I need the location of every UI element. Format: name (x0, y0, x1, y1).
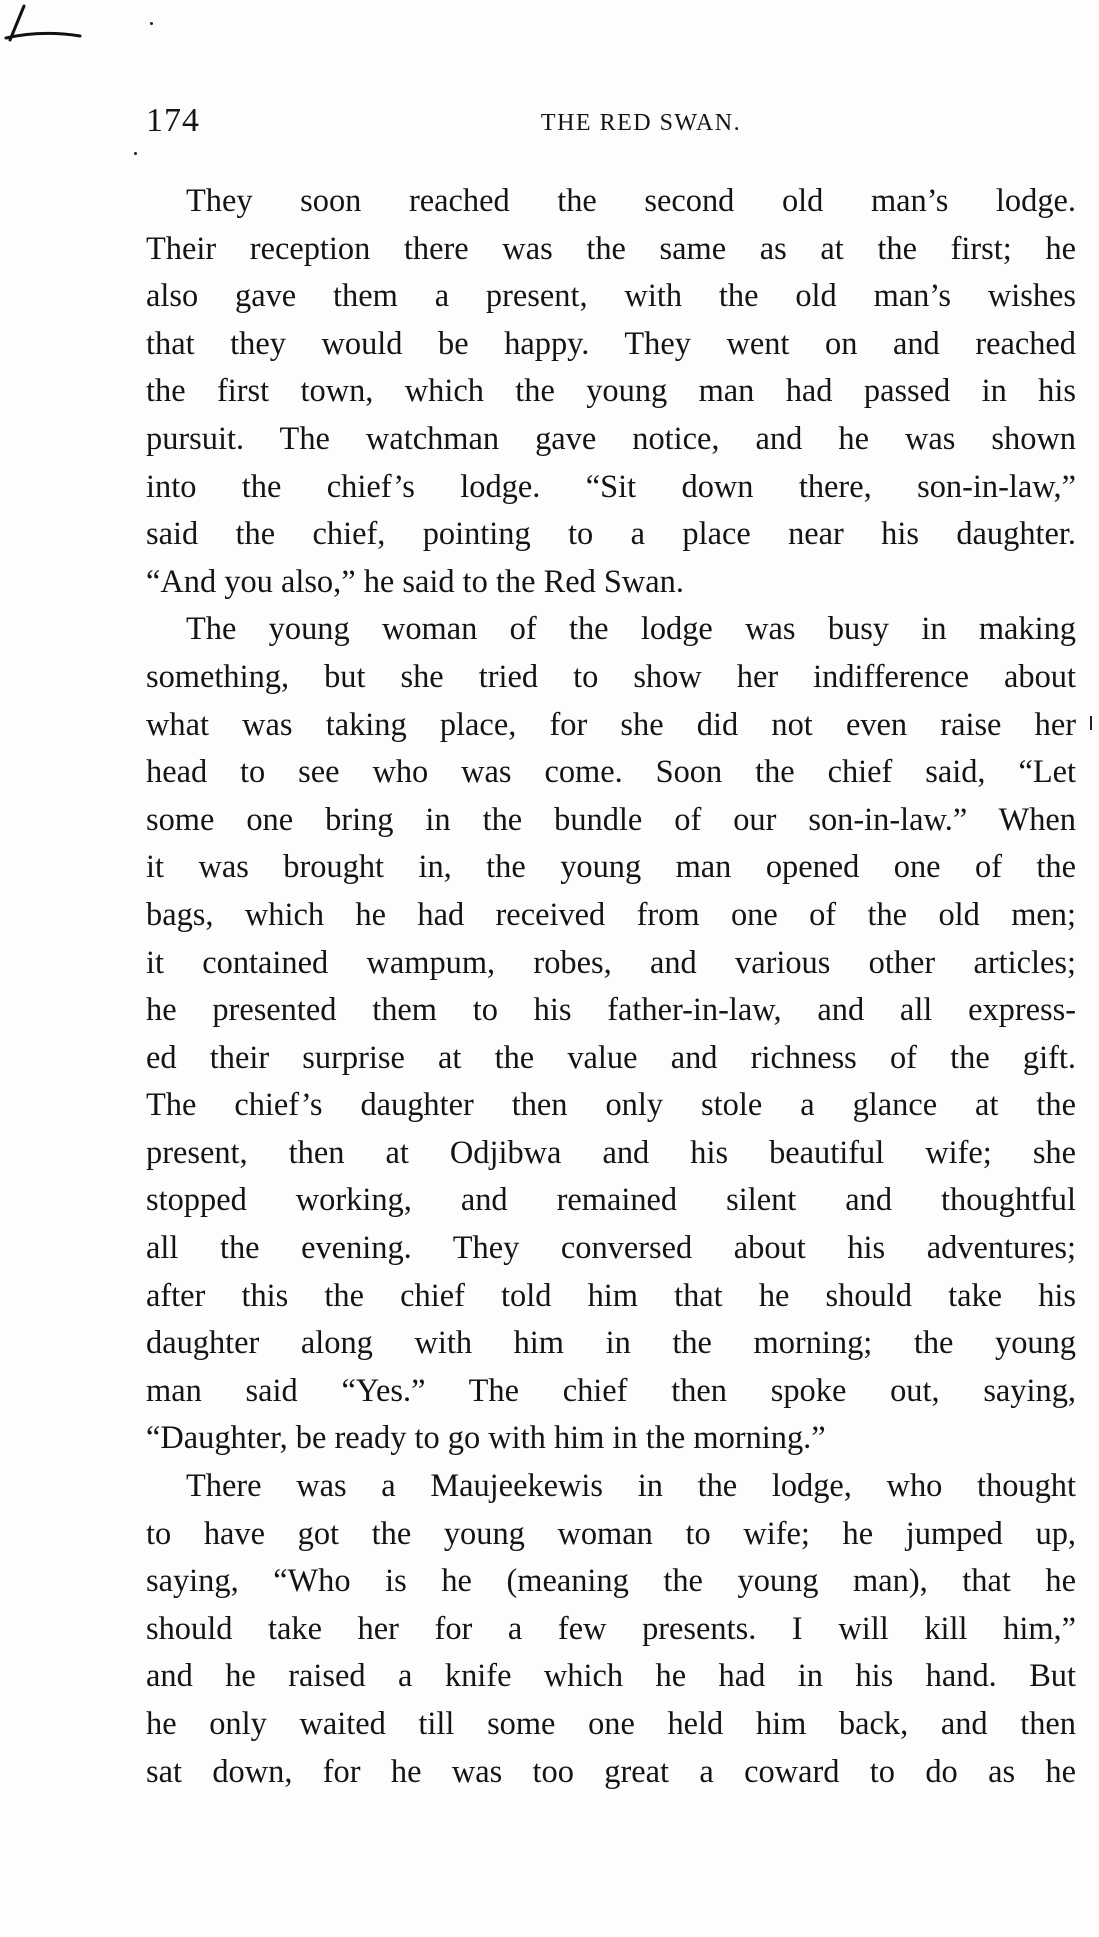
text-line: There was a Maujeekewis in the lodge, who thought (186, 1468, 1076, 1505)
text-line: bags, which he had received from one of the old men; (146, 896, 1076, 933)
text-line: Their reception there was the same as at the first; he (146, 230, 1076, 267)
page-number: 174 (146, 102, 200, 139)
text-line: daughter along with him in the morning; the young (146, 1325, 1076, 1362)
text-line: said the chief, pointing to a place near his daughter. (146, 516, 1076, 553)
text-line: also gave them a present, with the old man’s wishes (146, 278, 1076, 315)
text-line: the first town, which the young man had passed in his (146, 373, 1076, 410)
text-line: ed their surprise at the value and richness of the gift. (146, 1039, 1076, 1076)
text-line: it was brought in, the young man opened one of the (146, 849, 1076, 886)
stray-dot (134, 152, 137, 155)
text-line: to have got the young woman to wife; he jumped up, (146, 1515, 1076, 1552)
text-line: into the chief’s lodge. “Sit down there, son-in-law,” (146, 468, 1076, 505)
text-line: stopped working, and remained silent and thoughtful (146, 1182, 1076, 1219)
text-line: They soon reached the second old man’s lodge. (186, 183, 1076, 219)
text-line: saying, “Who is he (meaning the young man), that he (146, 1563, 1076, 1600)
text-line: it contained wampum, robes, and various other articles; (146, 944, 1076, 981)
text-line: and he raised a knife which he had in his hand. But (146, 1658, 1076, 1695)
text-line: head to see who was come. Soon the chief said, “Let (146, 754, 1076, 791)
text-line: some one bring in the bundle of our son-in-law.” When (146, 801, 1076, 838)
page-header (146, 102, 1076, 148)
text-line: he only waited till some one held him back, and then (146, 1706, 1076, 1742)
text-line: pursuit. The watchman gave notice, and he was shown (146, 420, 1076, 457)
pencil-mark (2, 0, 112, 60)
text-line: all the evening. They conversed about his adventures; (146, 1230, 1076, 1267)
text-line: man said “Yes.” The chief then spoke out, saying, (146, 1372, 1076, 1409)
text-line: he presented them to his father-in-law, and all express- (146, 992, 1076, 1029)
text-line: The young woman of the lodge was busy in making (186, 611, 1076, 648)
stray-dot (150, 22, 153, 25)
text-line: “Daughter, be ready to go with him in the morning.” (146, 1420, 826, 1457)
text-line: should take her for a few presents. I will kill him,” (146, 1610, 1076, 1647)
text-line: something, but she tried to show her indifference about (146, 658, 1076, 695)
text-line: sat down, for he was too great a coward to do as he (146, 1753, 1076, 1790)
text-line: after this the chief told him that he should take his (146, 1277, 1076, 1314)
stray-mark (1090, 716, 1092, 730)
body-text (146, 178, 1076, 1796)
running-head: THE RED SWAN. (540, 110, 742, 136)
text-line: that they would be happy. They went on and reached (146, 325, 1076, 362)
text-line: The chief’s daughter then only stole a glance at the (146, 1087, 1076, 1124)
text-line: present, then at Odjibwa and his beautiful wife; she (146, 1134, 1076, 1171)
text-line: what was taking place, for she did not even raise her (146, 706, 1076, 743)
text-line: “And you also,” he said to the Red Swan. (146, 563, 684, 600)
